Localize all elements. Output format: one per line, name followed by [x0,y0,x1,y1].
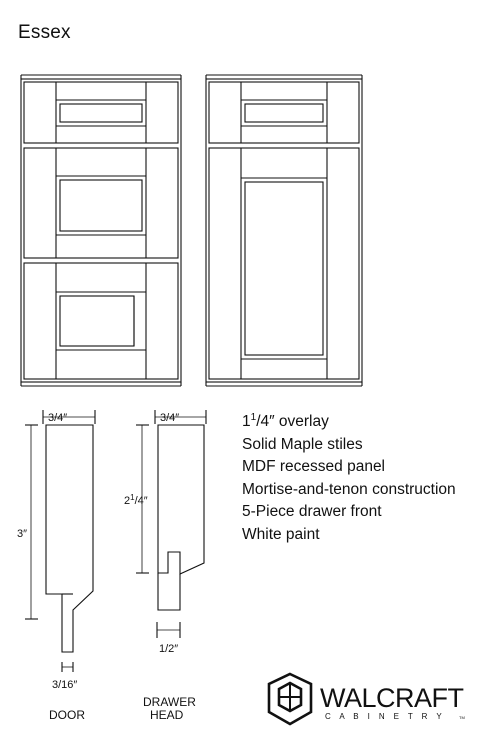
base-cabinet [206,75,362,386]
drawer-caption-line2: HEAD [150,708,184,722]
door-height-label: 3″ [17,528,28,540]
feature-item: MDF recessed panel [242,458,386,476]
cabinet-drawer-front [209,82,359,143]
feature-item: 5-Piece drawer front [242,503,382,521]
logo-tagline: C A B I N E T R Y [325,712,446,721]
logo-name: WALCRAFT [320,683,464,713]
door-width-label: 3/4″ [48,412,68,424]
drawer-caption-line1: DRAWER [143,695,196,709]
feature-item: White paint [242,525,320,543]
door-caption: DOOR [49,708,85,722]
drawer-width-label: 3/4″ [160,412,180,424]
cabinet-door [209,148,359,379]
drawer-bottom-label: 1/2″ [159,643,179,655]
drawer-bank-cabinet [21,75,181,386]
top-drawer-front [24,82,178,143]
drawer-height-label: $2^1/4''$ [124,493,148,507]
bottom-drawer-front [24,263,178,379]
middle-drawer-front [24,148,178,258]
feature-item: Solid Maple stiles [242,435,363,453]
drawer-head-profile-section [136,410,206,638]
feature-list [242,407,456,546]
feature-item: Mortise-and-tenon construction [242,480,456,498]
door-profile-section [25,410,95,672]
logo-trademark: TM [459,715,465,720]
page-title: Essex [18,22,71,43]
door-bottom-label: 3/16″ [52,679,78,691]
walcraft-logo-icon [269,674,311,724]
feature-overlay: $1^1/4''$ overlay [242,412,329,431]
